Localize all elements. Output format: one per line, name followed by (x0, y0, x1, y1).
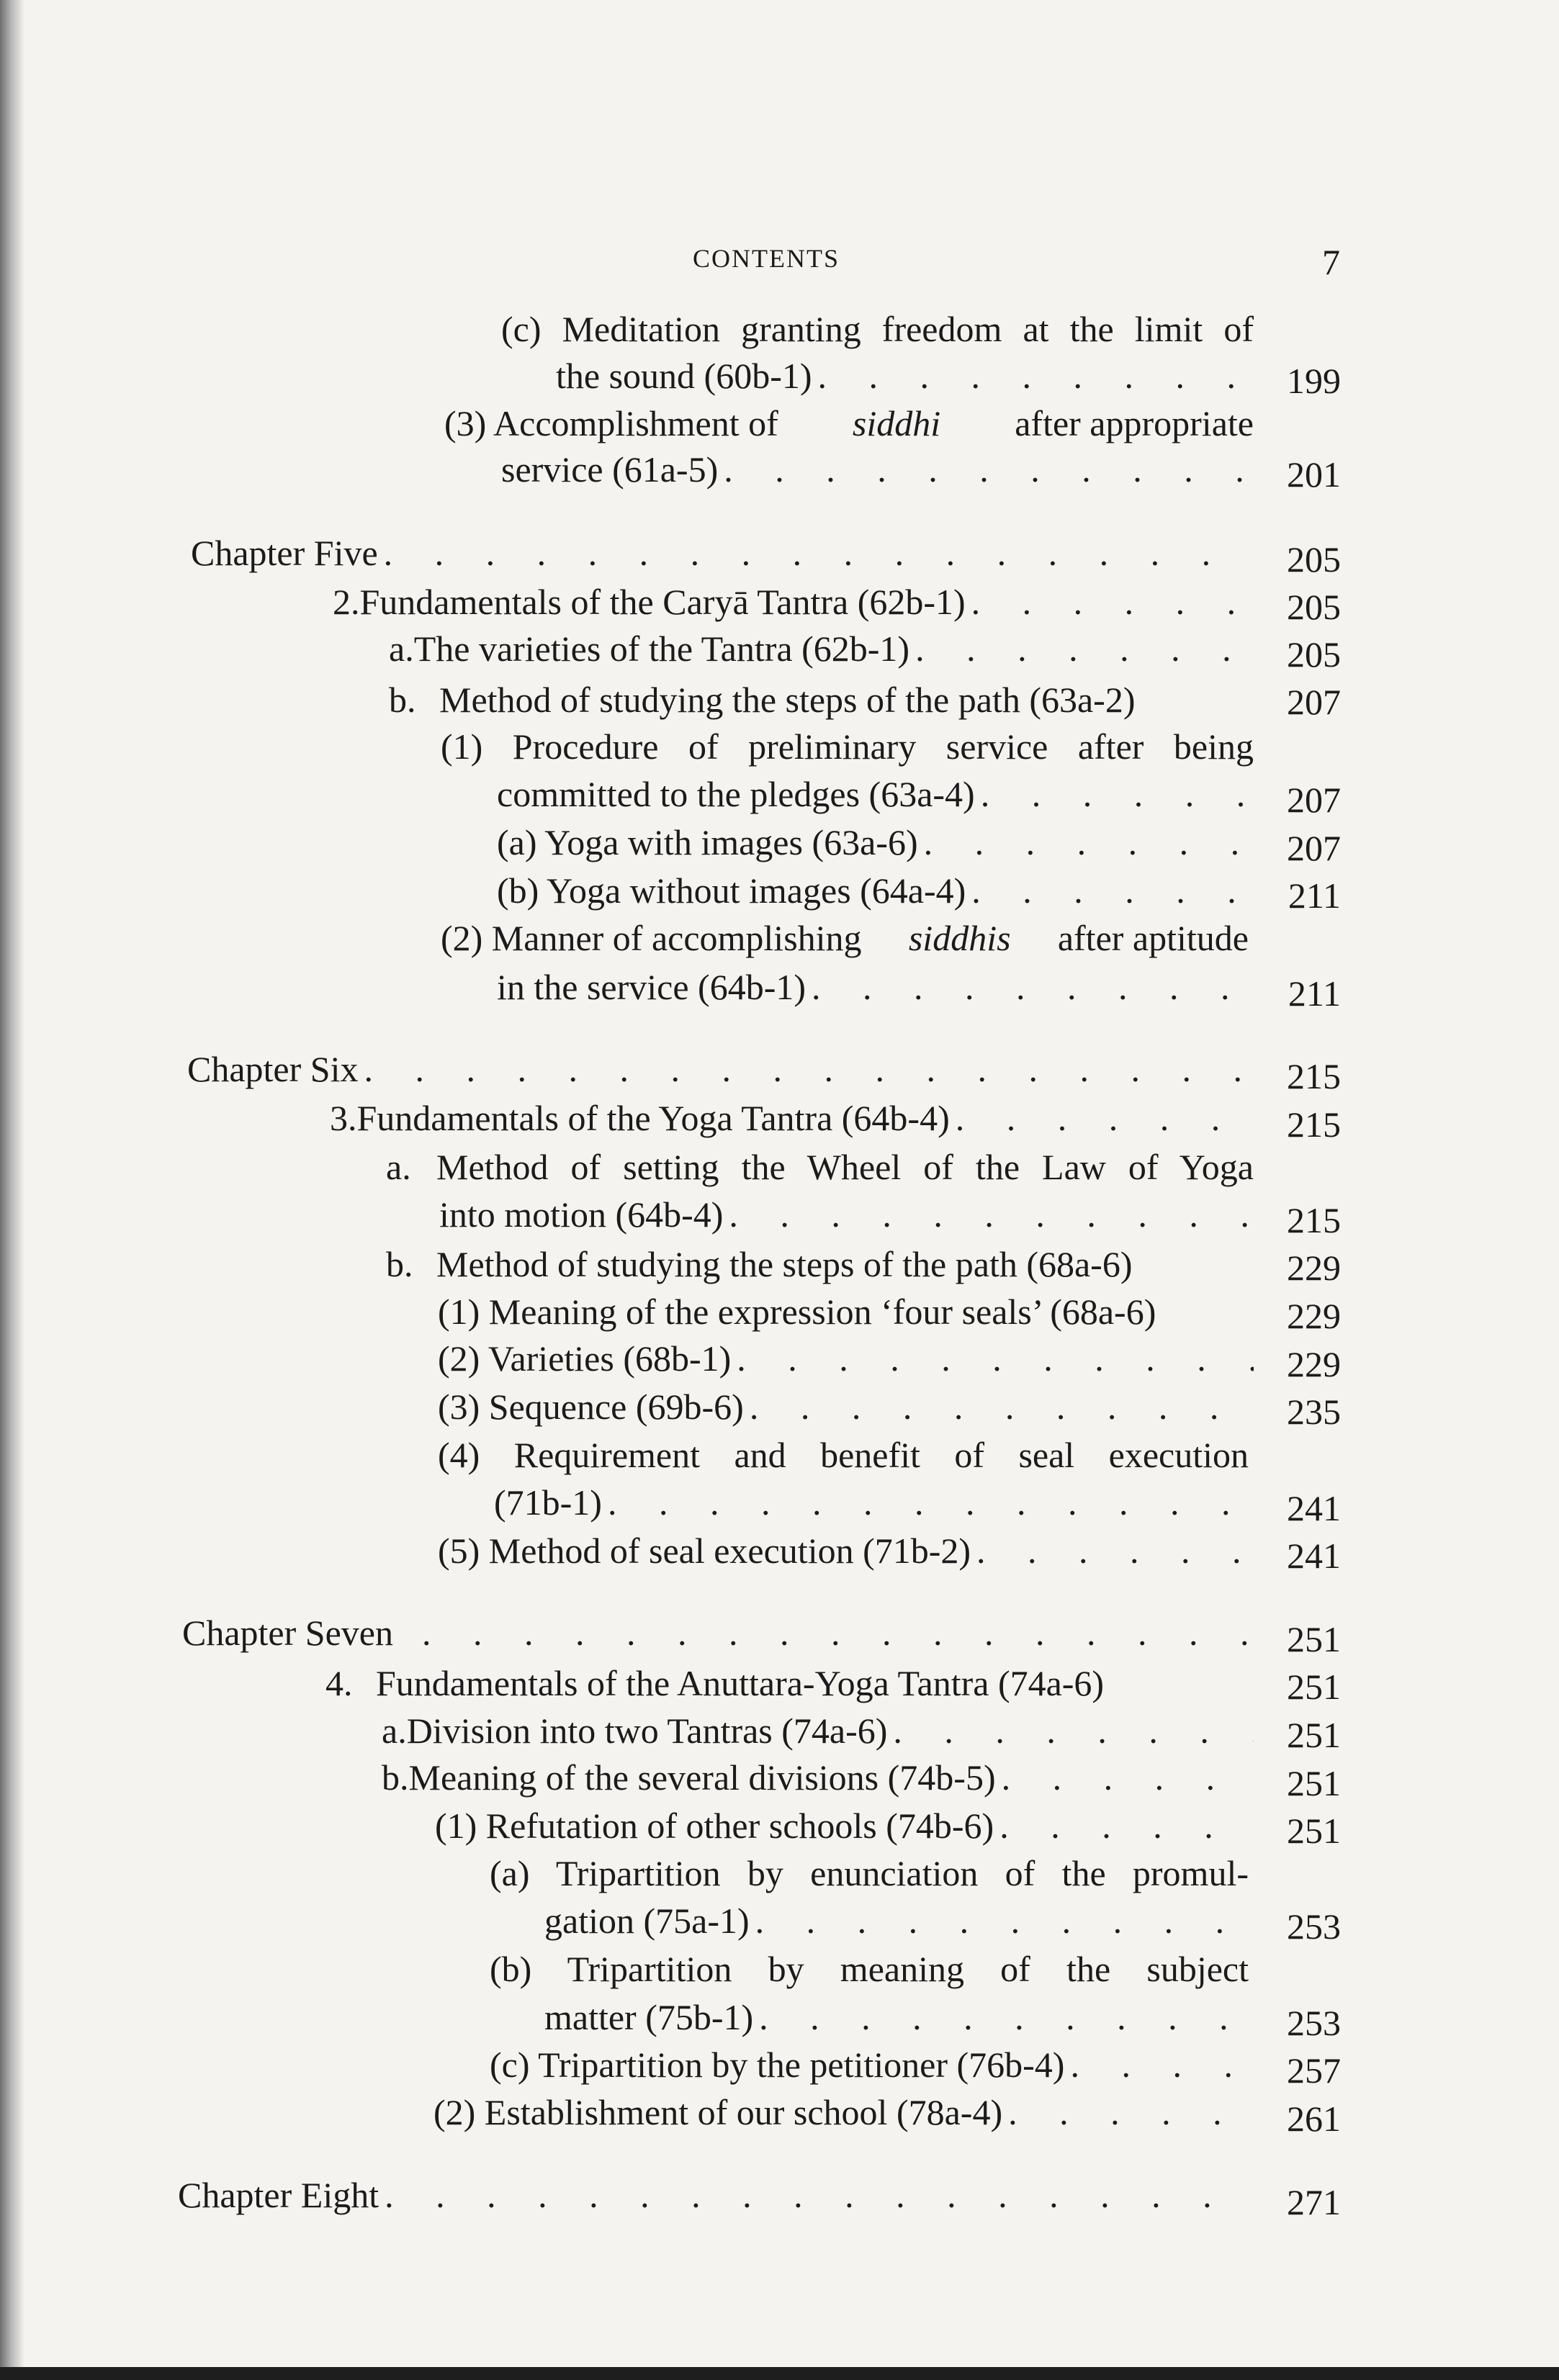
toc-page-number: 205 (1287, 587, 1341, 627)
running-header-page-number: 7 (1322, 242, 1340, 282)
toc-entry: (b) Tripartition by meaning of the subject (490, 1949, 1249, 1989)
toc-entry: service (61a-5) . . . (501, 451, 1254, 487)
toc-page-number: 257 (1287, 2050, 1341, 2091)
running-header-title: CONTENTS (693, 244, 840, 273)
toc-page-number: 271 (1287, 2182, 1341, 2222)
toc-page-number: 211 (1288, 875, 1341, 916)
toc-entry: a. Division into two Tantras (74a-6) . . . (382, 1713, 1254, 1749)
toc-page-number: 215 (1287, 1104, 1341, 1145)
toc-entry: (c) Meditation granting freedom at the limit of (501, 309, 1254, 349)
toc-page-number: 229 (1287, 1248, 1341, 1288)
toc-page-number: 207 (1287, 780, 1341, 820)
toc-entry: (b) Yoga without images (64a-4) . . . (497, 873, 1254, 909)
toc-entry: (c) Tripartition by the petitioner (76b-4) . . . (490, 2047, 1254, 2083)
toc-entry: 2. Fundamentals of the Caryā Tantra (62b-1) . . . (333, 584, 1254, 620)
toc-page-number: 211 (1288, 973, 1341, 1014)
toc-page-number: 205 (1287, 539, 1341, 580)
toc-entry: 3. Fundamentals of the Yoga Tantra (64b-4) . . . (330, 1100, 1254, 1136)
toc-page-number: 201 (1287, 454, 1341, 495)
toc-page-number: 251 (1287, 1763, 1341, 1803)
book-spine-shadow (0, 0, 24, 2380)
toc-page-number: 215 (1287, 1056, 1341, 1096)
toc-page-number: 261 (1287, 2099, 1341, 2139)
toc-chapter-five: Chapter Five . . . (191, 535, 1254, 571)
toc-entry: the sound (60b-1) . . . (556, 358, 1254, 394)
toc-entry: (2) Varieties (68b-1) . . . (438, 1340, 1254, 1376)
toc-page-number: 253 (1287, 2003, 1341, 2043)
toc-page-number: 251 (1287, 1715, 1341, 1755)
toc-entry: (71b-1) . . . (494, 1484, 1254, 1520)
toc-page-number: 251 (1287, 1619, 1341, 1659)
toc-entry: (1) Procedure of preliminary service after being (441, 726, 1254, 767)
toc-entry: (3) Accomplishment of siddhi after appropriate (444, 403, 1254, 443)
toc-entry: gation (75a-1) . . . (544, 1903, 1254, 1939)
toc-page-number: 235 (1287, 1392, 1341, 1432)
toc-page-number: 241 (1287, 1536, 1341, 1576)
toc-entry: committed to the pledges (63a-4) . . . (497, 776, 1254, 812)
toc-entry: (5) Method of seal execution (71b-2) . . . (438, 1533, 1254, 1569)
toc-entry: (a) Yoga with images (63a-6) . . . (497, 824, 1254, 860)
toc-entry: b. Method of studying the steps of the path (68a-6) (386, 1244, 1133, 1284)
toc-entry: (4) Requirement and benefit of seal execution (438, 1435, 1249, 1475)
toc-entry: b. Meaning of the several divisions (74b-5) . . . (382, 1759, 1254, 1795)
toc-page-number: 253 (1287, 1906, 1341, 1947)
toc-entry: (a) Tripartition by enunciation of the promul- (490, 1853, 1249, 1893)
toc-page-number: 229 (1287, 1296, 1341, 1336)
toc-chapter-six: Chapter Six . . . (187, 1051, 1254, 1087)
toc-page-number: 251 (1287, 1811, 1341, 1851)
toc-entry: (2) Manner of accomplishing siddhis after aptitude (441, 918, 1249, 958)
toc-entry: a. The varieties of the Tantra (62b-1) . . . (389, 631, 1254, 667)
scan-bottom-edge (0, 2367, 1559, 2380)
toc-page-number: 241 (1287, 1488, 1341, 1528)
toc-page-number: 207 (1287, 682, 1341, 722)
toc-entry: into motion (64b-4) . . . (439, 1196, 1254, 1232)
toc-entry: (2) Establishment of our school (78a-4) . . . (433, 2094, 1254, 2130)
toc-entry: in the service (64b-1) . . . (497, 969, 1254, 1005)
toc-page-number: 251 (1287, 1667, 1341, 1707)
toc-page-number: 205 (1287, 634, 1341, 675)
toc-page-number: 229 (1287, 1344, 1341, 1384)
toc-entry: (1) Refutation of other schools (74b-6) . . . (435, 1808, 1254, 1844)
toc-chapter-seven: Chapter Seven . . . (182, 1615, 1254, 1651)
toc-entry: b. Method of studying the steps of the path (63a-2) (389, 680, 1136, 720)
toc-page-number: 199 (1287, 361, 1341, 401)
toc-entry: a. Method of setting the Wheel of the Law of Yoga (386, 1147, 1254, 1187)
toc-page-number: 207 (1287, 828, 1341, 868)
toc-entry: matter (75b-1) . . . (544, 1999, 1254, 2035)
toc-entry: (3) Sequence (69b-6) . . . (438, 1389, 1254, 1425)
toc-page-number: 215 (1287, 1200, 1341, 1240)
toc-chapter-eight: Chapter Eight . . . (178, 2177, 1254, 2213)
toc-entry: (1) Meaning of the expression ‘four seals’ (68a-6) (438, 1292, 1156, 1332)
toc-entry: 4. Fundamentals of the Anuttara-Yoga Tantra (74a-6) (325, 1663, 1105, 1703)
